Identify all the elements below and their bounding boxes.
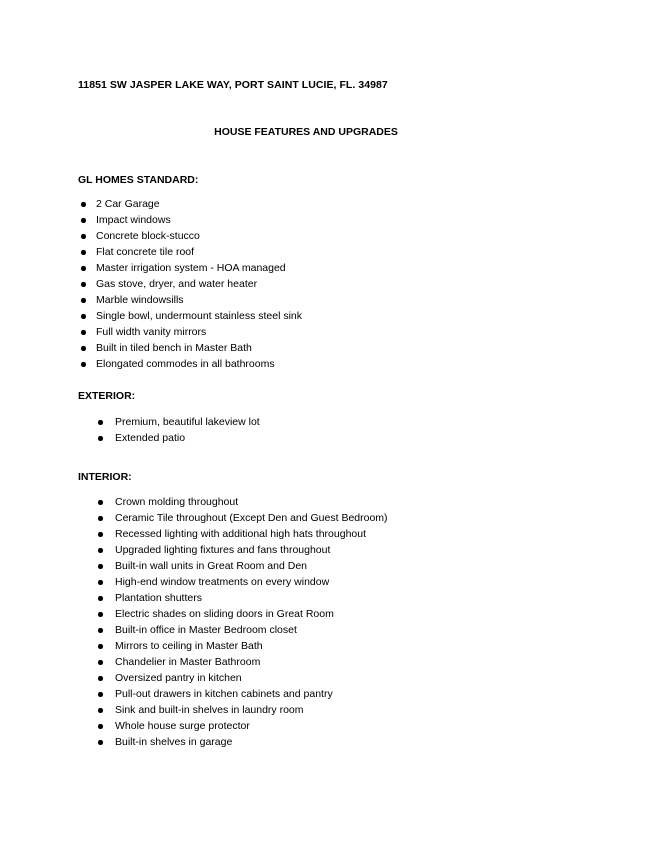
list-item — [98, 606, 388, 622]
list-item-text: Sink and built-in shelves in laundry room — [115, 704, 304, 716]
list-item-text: Single bowl, undermount stainless steel sink — [96, 310, 303, 322]
list-item-text: Built-in office in Master Bedroom closet — [115, 624, 297, 636]
list-item-text: Premium, beautiful lakeview lot — [115, 416, 260, 428]
bullet-icon — [81, 298, 86, 303]
list-item — [98, 414, 260, 430]
list-item — [81, 324, 302, 340]
list-item — [98, 558, 388, 574]
list-item — [98, 574, 388, 590]
bullet-icon — [98, 564, 103, 569]
list-item — [81, 244, 302, 260]
list-item — [81, 308, 302, 324]
list-item-text: Elongated commodes in all bathrooms — [96, 358, 275, 370]
interior-heading: INTERIOR: — [78, 471, 132, 483]
bullet-icon — [98, 596, 103, 601]
bullet-icon — [98, 740, 103, 745]
list-item — [98, 686, 388, 702]
list-item-text: High-end window treatments on every window — [115, 576, 330, 588]
list-item — [81, 276, 302, 292]
bullet-icon — [98, 644, 103, 649]
exterior-heading: EXTERIOR: — [78, 390, 136, 402]
bullet-icon — [98, 660, 103, 665]
list-item-text: Upgraded lighting fixtures and fans throughout — [115, 544, 331, 556]
list-item — [98, 430, 260, 446]
bullet-icon — [81, 250, 86, 255]
list-item-text: Built-in wall units in Great Room and Den — [115, 560, 308, 572]
list-item — [81, 228, 302, 244]
list-item-text: Plantation shutters — [115, 592, 202, 604]
list-item-text: Built in tiled bench in Master Bath — [96, 342, 252, 354]
bullet-icon — [81, 346, 86, 351]
list-item-text: Concrete block-stucco — [96, 230, 200, 242]
list-item-text: 2 Car Garage — [96, 198, 160, 210]
list-item-text: Whole house surge protector — [115, 720, 250, 732]
list-item-text: Pull-out drawers in kitchen cabinets and pantry — [115, 688, 333, 700]
list-item-text: Flat concrete tile roof — [96, 246, 195, 258]
list-item-text: Recessed lighting with additional high hats throughout — [115, 528, 367, 540]
standard-heading: GL HOMES STANDARD: — [78, 174, 199, 186]
list-item-text: Marble windowsills — [96, 294, 184, 306]
bullet-icon — [81, 202, 86, 207]
list-item — [98, 702, 388, 718]
list-item — [98, 622, 388, 638]
list-item-text: Oversized pantry in kitchen — [115, 672, 242, 684]
bullet-icon — [81, 314, 86, 319]
list-item — [98, 494, 388, 510]
list-item — [98, 510, 388, 526]
list-item — [81, 196, 302, 212]
bullet-icon — [81, 218, 86, 223]
list-item — [98, 718, 388, 734]
list-item — [98, 654, 388, 670]
bullet-icon — [81, 362, 86, 367]
bullet-icon — [98, 580, 103, 585]
list-item-text: Gas stove, dryer, and water heater — [96, 278, 258, 290]
bullet-icon — [98, 612, 103, 617]
list-item-text: Built-in shelves in garage — [115, 736, 233, 748]
list-item-text: Master irrigation system - HOA managed — [96, 262, 286, 274]
list-item — [98, 734, 388, 750]
list-item — [98, 590, 388, 606]
list-item — [81, 356, 302, 372]
list-item — [81, 292, 302, 308]
exterior-list — [98, 414, 260, 446]
list-item — [98, 526, 388, 542]
bullet-icon — [81, 330, 86, 335]
list-item-text: Electric shades on sliding doors in Great Room — [115, 608, 334, 620]
list-item — [98, 670, 388, 686]
bullet-icon — [98, 628, 103, 633]
list-item-text: Chandelier in Master Bathroom — [115, 656, 261, 668]
list-item-text: Ceramic Tile throughout (Except Den and Guest Bedroom) — [115, 512, 388, 524]
list-item — [81, 260, 302, 276]
list-item — [81, 340, 302, 356]
bullet-icon — [98, 676, 103, 681]
list-item-text: Crown molding throughout — [115, 496, 239, 508]
bullet-icon — [98, 420, 103, 425]
list-item — [98, 542, 388, 558]
standard-list — [81, 196, 302, 372]
bullet-icon — [81, 266, 86, 271]
bullet-icon — [98, 516, 103, 521]
bullet-icon — [81, 282, 86, 287]
list-item-text: Impact windows — [96, 214, 171, 226]
bullet-icon — [98, 532, 103, 537]
bullet-icon — [98, 436, 103, 441]
list-item — [98, 638, 388, 654]
bullet-icon — [81, 234, 86, 239]
property-address: 11851 SW JASPER LAKE WAY, PORT SAINT LUCIE, FL. 34987 — [78, 79, 388, 91]
document-title: HOUSE FEATURES AND UPGRADES — [214, 126, 398, 138]
interior-list — [98, 494, 388, 750]
bullet-icon — [98, 724, 103, 729]
bullet-icon — [98, 708, 103, 713]
list-item-text: Extended patio — [115, 432, 186, 444]
bullet-icon — [98, 692, 103, 697]
bullet-icon — [98, 548, 103, 553]
list-item — [81, 212, 302, 228]
bullet-icon — [98, 500, 103, 505]
list-item-text: Full width vanity mirrors — [96, 326, 207, 338]
list-item-text: Mirrors to ceiling in Master Bath — [115, 640, 263, 652]
